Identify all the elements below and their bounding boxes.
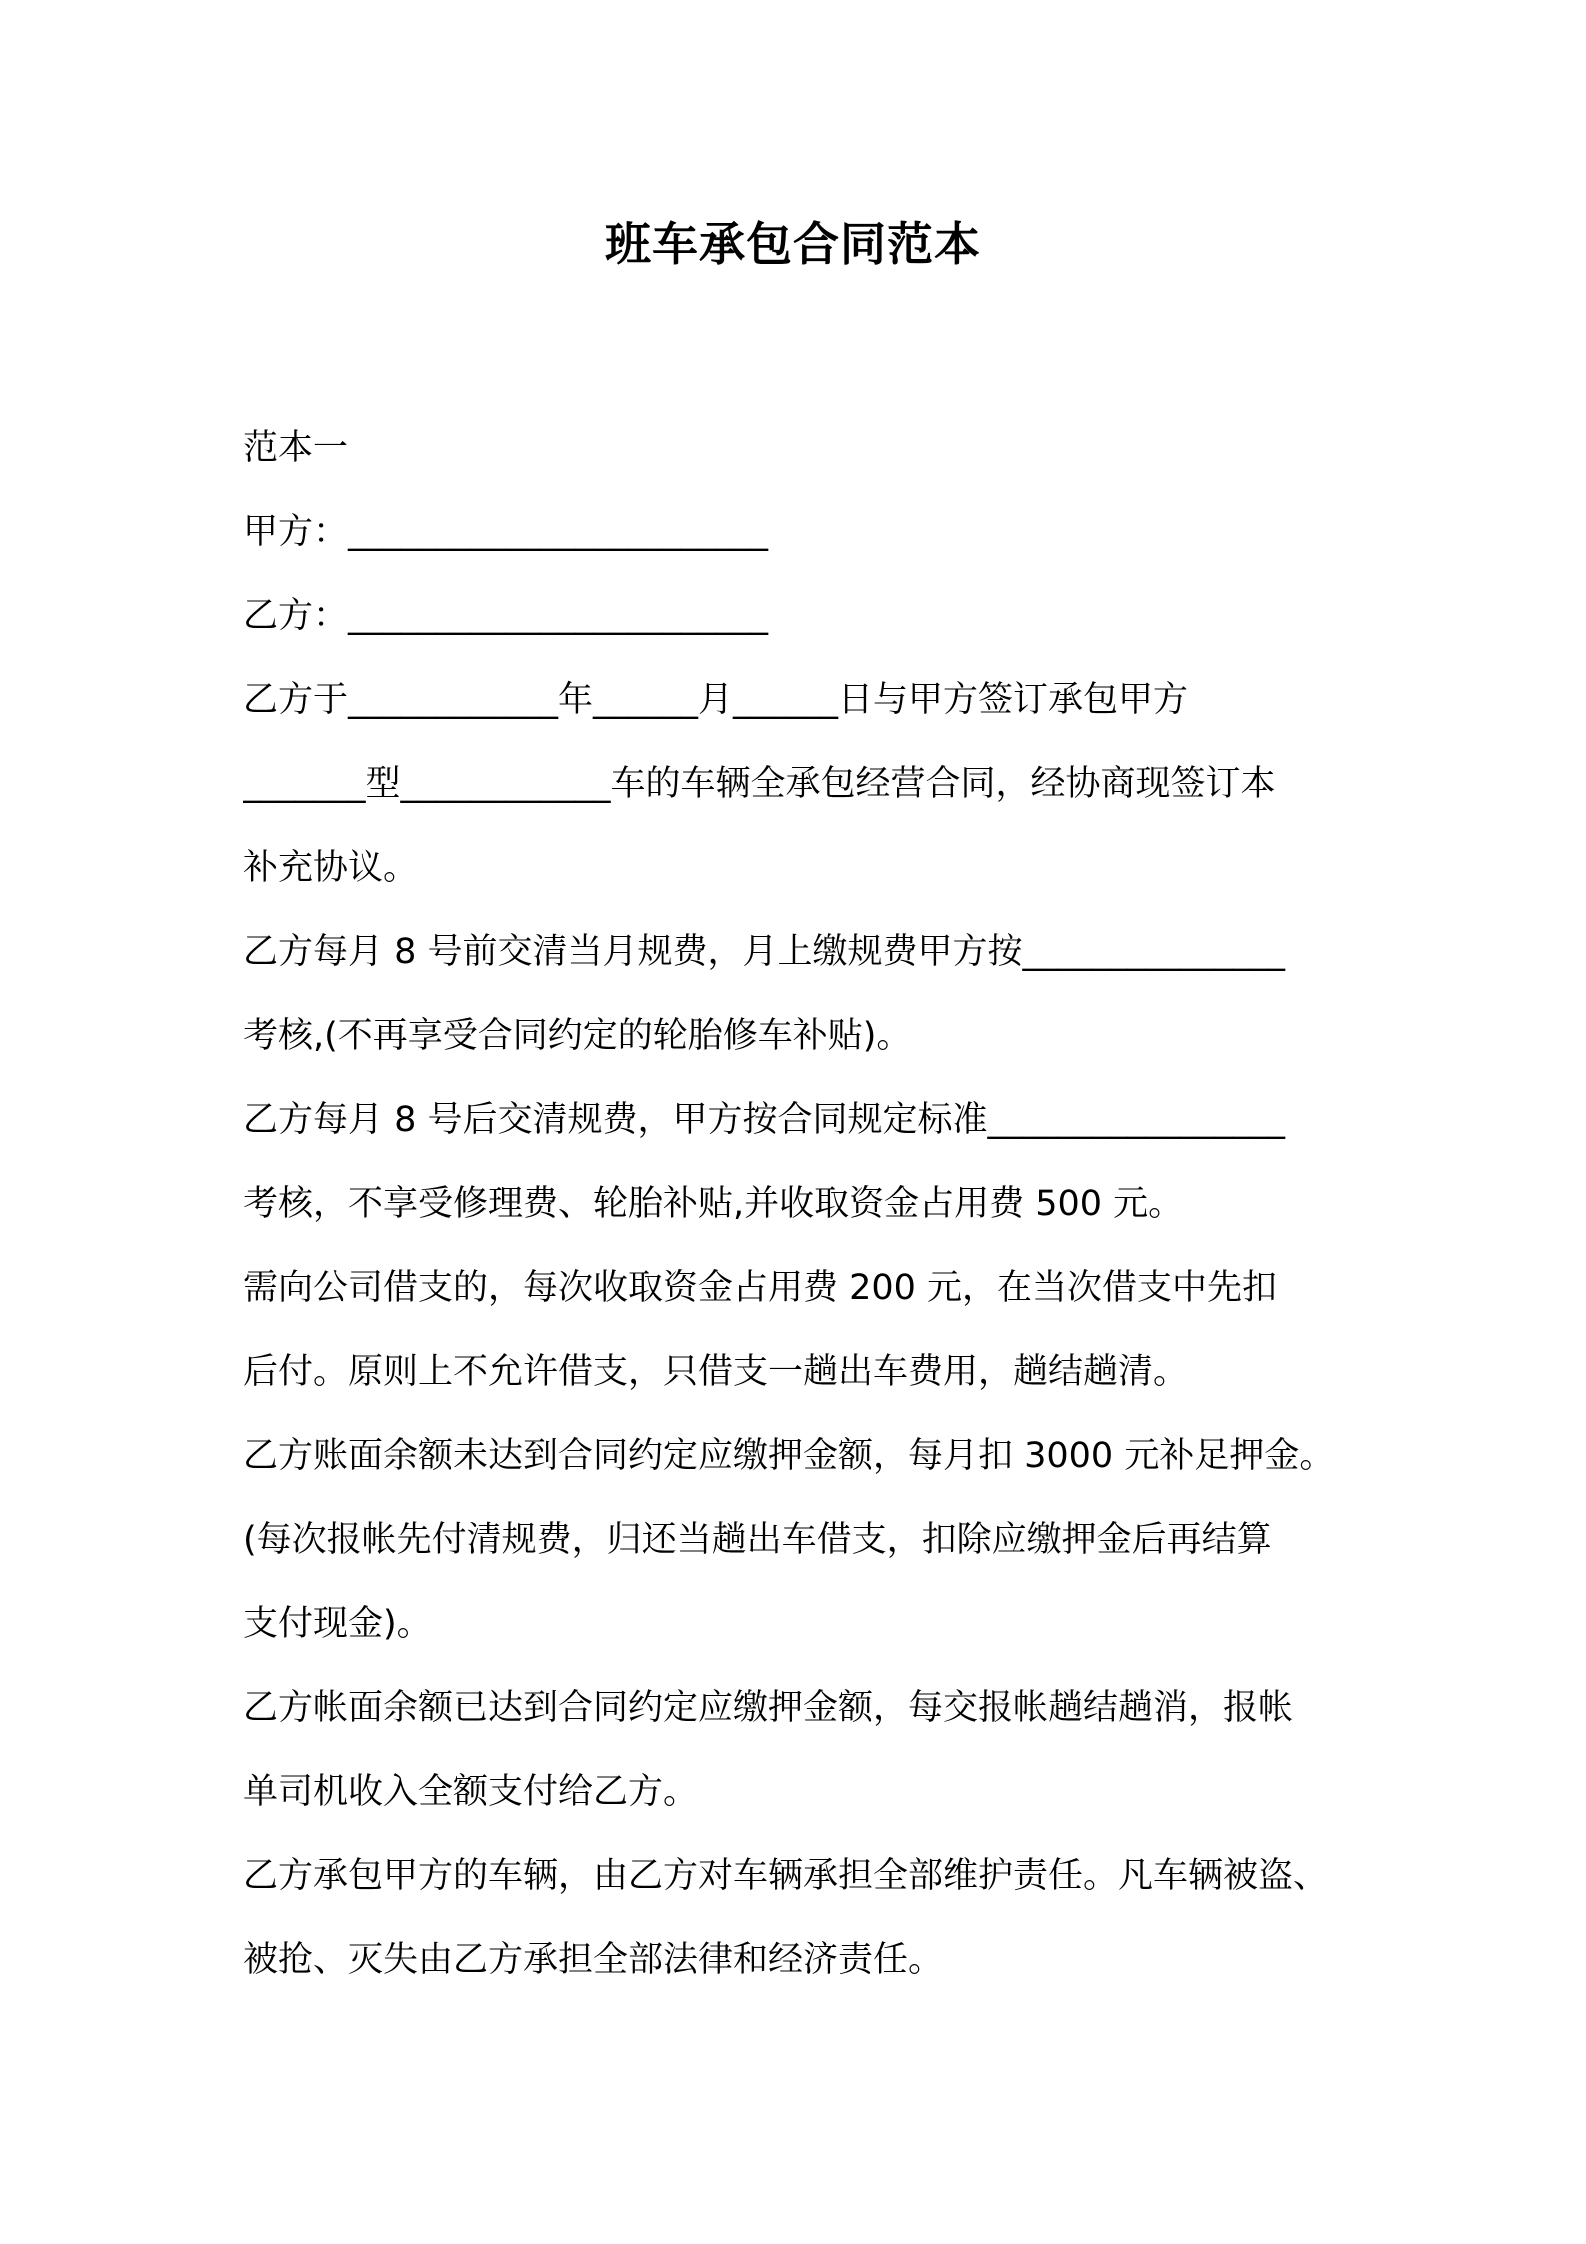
paragraph-line: 乙方账面余额未达到合同约定应缴押金额，每月扣 3000 元补足押金。: [243, 1436, 1335, 1476]
paragraph-line: _______型____________车的车辆全承包经营合同，经协商现签订本: [243, 764, 1276, 804]
paragraph-line: 乙方承包甲方的车辆，由乙方对车辆承担全部维护责任。凡车辆被盗、: [243, 1856, 1329, 1896]
paragraph-line: 被抢、灭失由乙方承担全部法律和经济责任。: [243, 1940, 944, 1980]
party-a-line: 甲方：________________________: [243, 512, 769, 552]
paragraph-line: 单司机收入全额支付给乙方。: [243, 1772, 699, 1812]
paragraph-line: 乙方帐面余额已达到合同约定应缴押金额，每交报帐趟结趟消，报帐: [243, 1688, 1294, 1728]
paragraph-line: 乙方于____________年______月______日与甲方签订承包甲方: [243, 680, 1189, 720]
paragraph-line: 支付现金)。: [243, 1604, 432, 1644]
paragraph-line: 补充协议。: [243, 848, 419, 888]
document-title: 班车承包合同范本: [605, 217, 981, 271]
paragraph-line: 考核，不享受修理费、轮胎补贴,并收取资金占用费 500 元。: [243, 1184, 1184, 1224]
paragraph-line: 需向公司借支的，每次收取资金占用费 200 元，在当次借支中先扣: [243, 1268, 1278, 1308]
party-b-line: 乙方：________________________: [243, 596, 769, 636]
paragraph-line: 考核,(不再享受合同约定的轮胎修车补贴)。: [243, 1016, 912, 1056]
paragraph-line: 乙方每月 8 号后交清规费，甲方按合同规定标准_________________: [243, 1100, 1286, 1140]
document-body: [243, 406, 1363, 2002]
paragraph-line: 后付。原则上不允许借支，只借支一趟出车费用，趟结趟清。: [243, 1352, 1189, 1392]
paragraph-line: 乙方每月 8 号前交清当月规费，月上缴规费甲方按_______________: [243, 932, 1286, 972]
section-heading: 范本一: [243, 428, 349, 468]
paragraph-line: (每次报帐先付清规费，归还当趟出车借支，扣除应缴押金后再结算: [243, 1520, 1272, 1560]
